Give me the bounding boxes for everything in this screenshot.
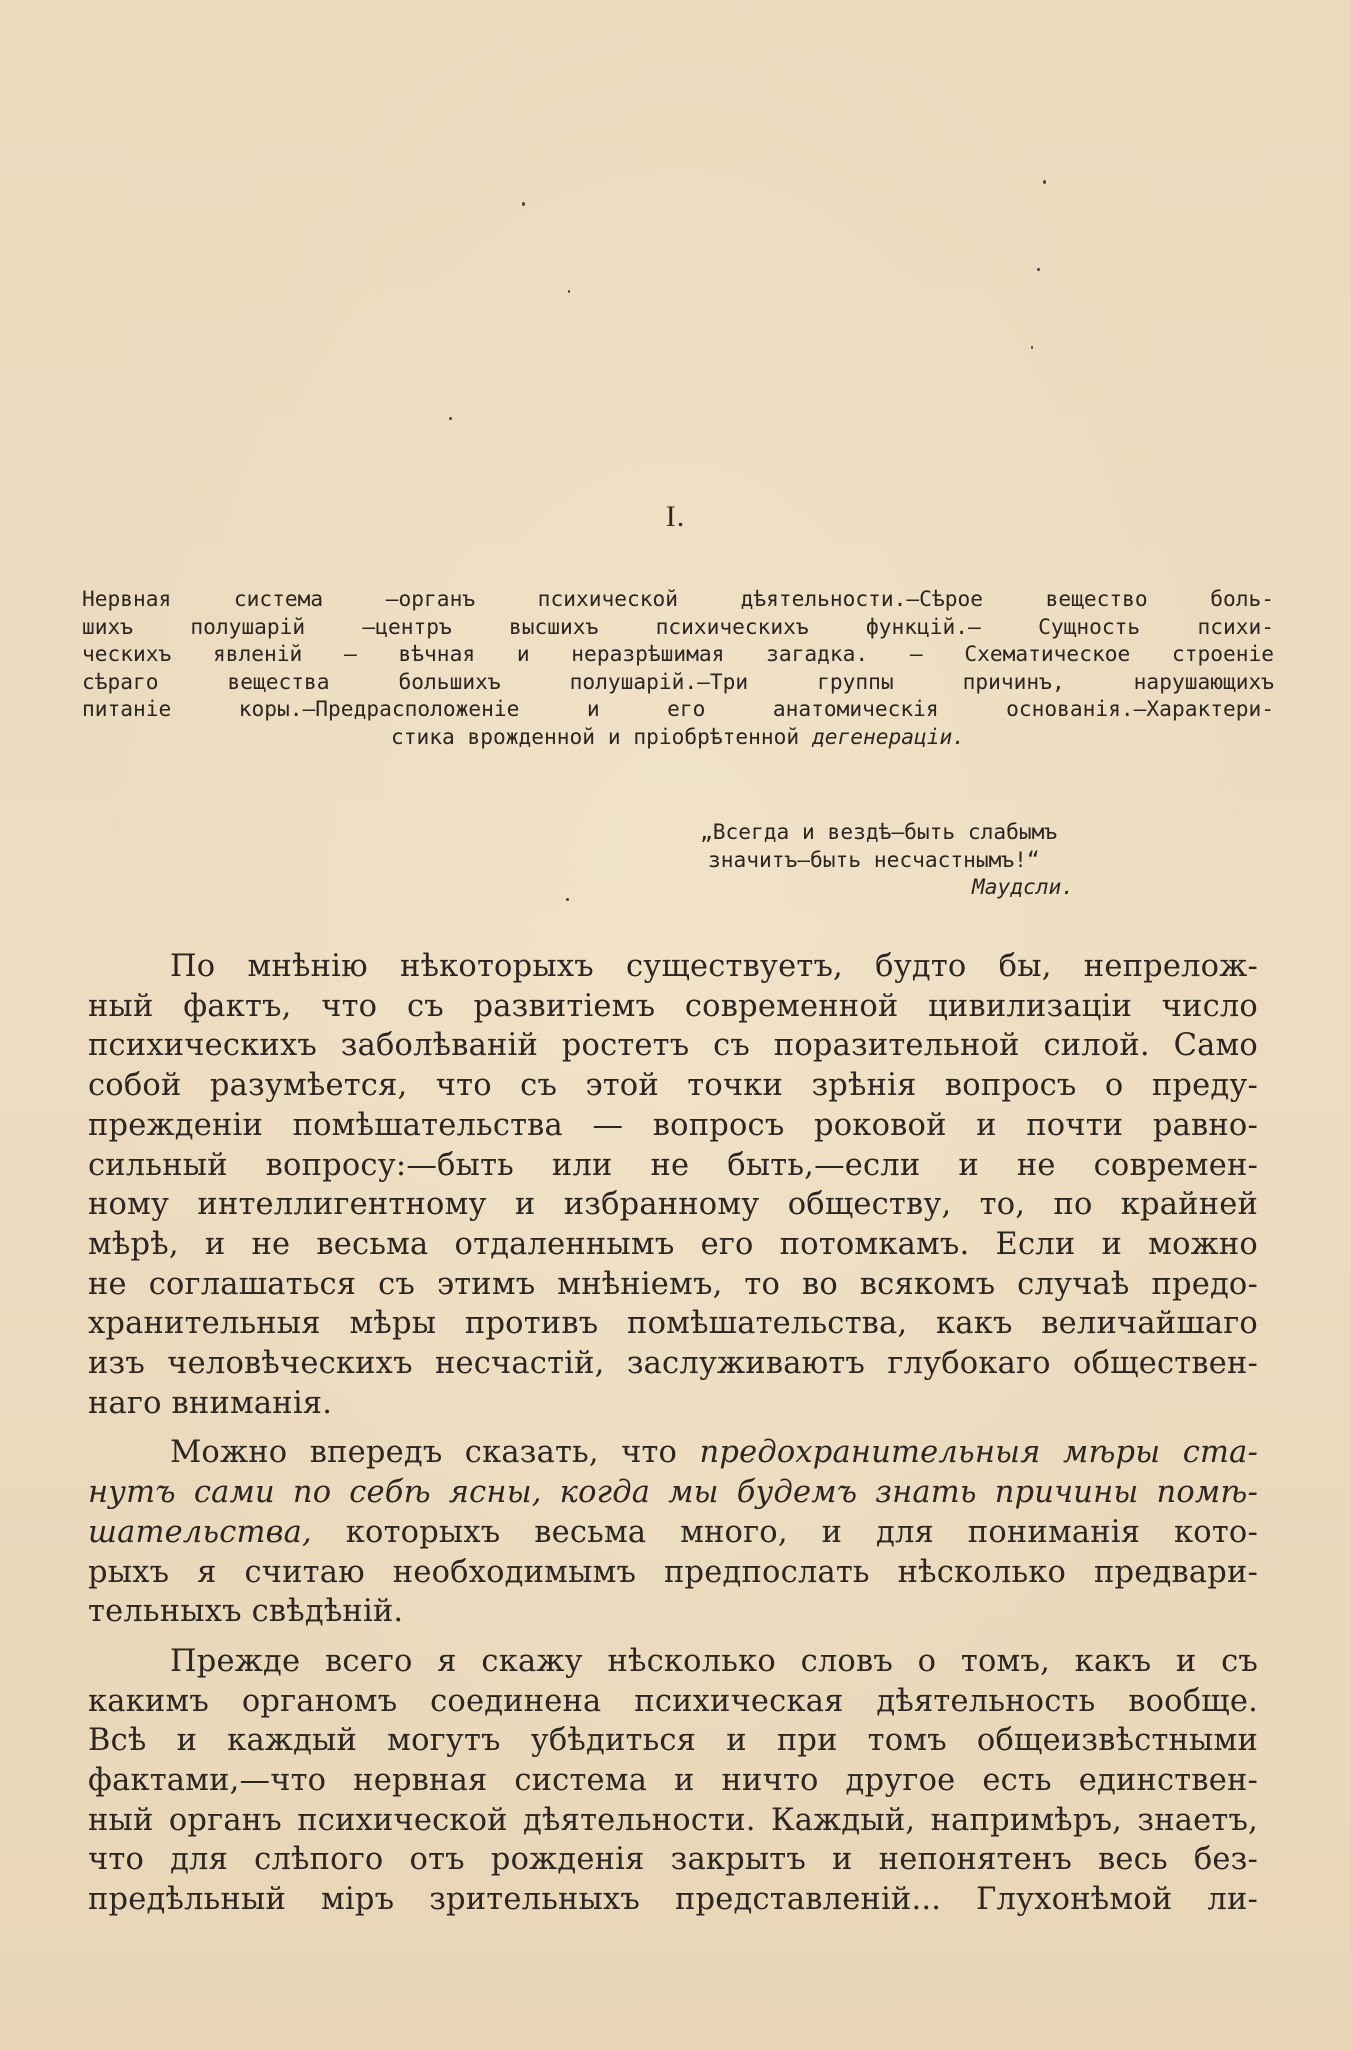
epigraph-line: значитъ—быть несчастнымъ!“: [708, 846, 1040, 872]
paragraph-italic: нутъ сами по себѣ ясны, когда мы будемъ знать причины помѣ-: [88, 1475, 1258, 1511]
paragraph-italic: предохранительныя мѣры ста-: [699, 1435, 1258, 1471]
summary-line: сѣраго вещества большихъ полушарій.—Три группы причинъ, нарушающихъ: [82, 668, 1274, 694]
paragraph-line: изъ человѣческихъ несчастій, заслуживаютъ глубокаго обществен-: [88, 1346, 1258, 1382]
epigraph: [700, 818, 1220, 901]
paragraph-line: ному интеллигентному и избранному обществу, то, по крайней: [88, 1187, 1258, 1223]
epigraph-author: Маудсли.: [971, 874, 1074, 899]
paragraph-line: ный органъ психической дѣятельности. Каждый, напримѣръ, знаетъ,: [88, 1802, 1258, 1838]
paragraph-line: мѣрѣ, и не весьма отдаленнымъ его потомкамъ. Если и можно: [88, 1226, 1258, 1262]
paragraph-line: наго вниманія.: [88, 1385, 333, 1421]
summary-line: ческихъ явленій — вѣчная и неразрѣшимая загадка. — Схематическое строеніе: [82, 641, 1274, 666]
paragraph-text: Можно впередъ сказать, что: [170, 1435, 700, 1471]
paragraph-line: ный фактъ, что съ развитіемъ современной цивилизаціи число: [88, 988, 1258, 1024]
paragraph-text: которыхъ весьма много, и для пониманія кото-: [311, 1514, 1258, 1550]
paragraph-line: предѣльный міръ зрительныхъ представленій... Глухонѣмой ли-: [88, 1882, 1258, 1918]
summary-text: стика врожденной и пріобрѣтенной: [390, 723, 800, 749]
chapter-number: I.: [665, 500, 686, 533]
paragraph-gap: [88, 1632, 1258, 1642]
summary-italic-term: дегенераціи.: [811, 723, 966, 749]
paragraph-line: хранительныя мѣры противъ помѣшательства, какъ величайшаго: [88, 1306, 1258, 1342]
paragraph-line: [88, 1473, 1258, 1513]
paragraph-line: собой разумѣется, что съ этой точки зрѣнія вопросъ о преду-: [88, 1068, 1258, 1104]
chapter-summary: [82, 585, 1274, 750]
paragraph-gap: [88, 1423, 1258, 1433]
summary-line: питаніе коры.—Предрасположеніе и его анатомическія основанія.—Характери-: [82, 696, 1274, 721]
paragraph-line: прежденіи помѣшательства — вопросъ роковой и почти равно-: [88, 1107, 1258, 1143]
paragraph-line: фактами,—что нервная система и ничто другое есть единствен-: [88, 1763, 1258, 1799]
paper-speck: [449, 417, 452, 420]
paper-speck: [1037, 268, 1040, 271]
paragraph-line: Всѣ и каждый могутъ убѣдиться и при томъ общеизвѣстными: [88, 1723, 1258, 1759]
summary-line: [82, 723, 1274, 751]
paragraph-line: тельныхъ свѣдѣній.: [88, 1594, 404, 1630]
paragraph-line: По мнѣнію нѣкоторыхъ существуетъ, будто бы, непрелож-: [170, 949, 1258, 984]
paragraph-line: какимъ органомъ соединена психическая дѣятельность вообще.: [88, 1683, 1258, 1719]
paragraph-line: [88, 1433, 1258, 1473]
summary-line: шихъ полушарій —центръ высшихъ психическихъ функцій.— Сущность психи-: [82, 613, 1274, 639]
paper-speck: [566, 898, 569, 901]
paragraph-italic: шательства,: [88, 1514, 312, 1550]
paragraph-line: что для слѣпого отъ рожденія закрытъ и непонятенъ весь без-: [88, 1842, 1258, 1878]
paragraph-line: рыхъ я считаю необходимымъ предпослать нѣсколько предвари-: [88, 1554, 1258, 1590]
paragraph-line: сильный вопросу:—быть или не быть,—если и не современ-: [88, 1147, 1258, 1183]
paragraph-line: [88, 1513, 1258, 1553]
paper-speck: [522, 202, 525, 206]
paragraph-line: Прежде всего я скажу нѣсколько словъ о томъ, какъ и съ: [170, 1643, 1258, 1679]
paragraph-line: психическихъ заболѣваній ростетъ съ поразительной силой. Само: [88, 1028, 1258, 1064]
paper-speck: [1043, 180, 1046, 184]
paper-speck: [1031, 346, 1033, 349]
paragraph-line: не соглашаться съ этимъ мнѣніемъ, то во всякомъ случаѣ предо-: [88, 1266, 1258, 1302]
epigraph-line: „Всегда и вездѣ—быть слабымъ: [700, 819, 1058, 844]
paper-speck: [568, 290, 570, 293]
body-text: [88, 947, 1258, 1920]
summary-line: Нервная система —органъ психической дѣятельности.—Сѣрое вещество боль-: [82, 586, 1274, 611]
